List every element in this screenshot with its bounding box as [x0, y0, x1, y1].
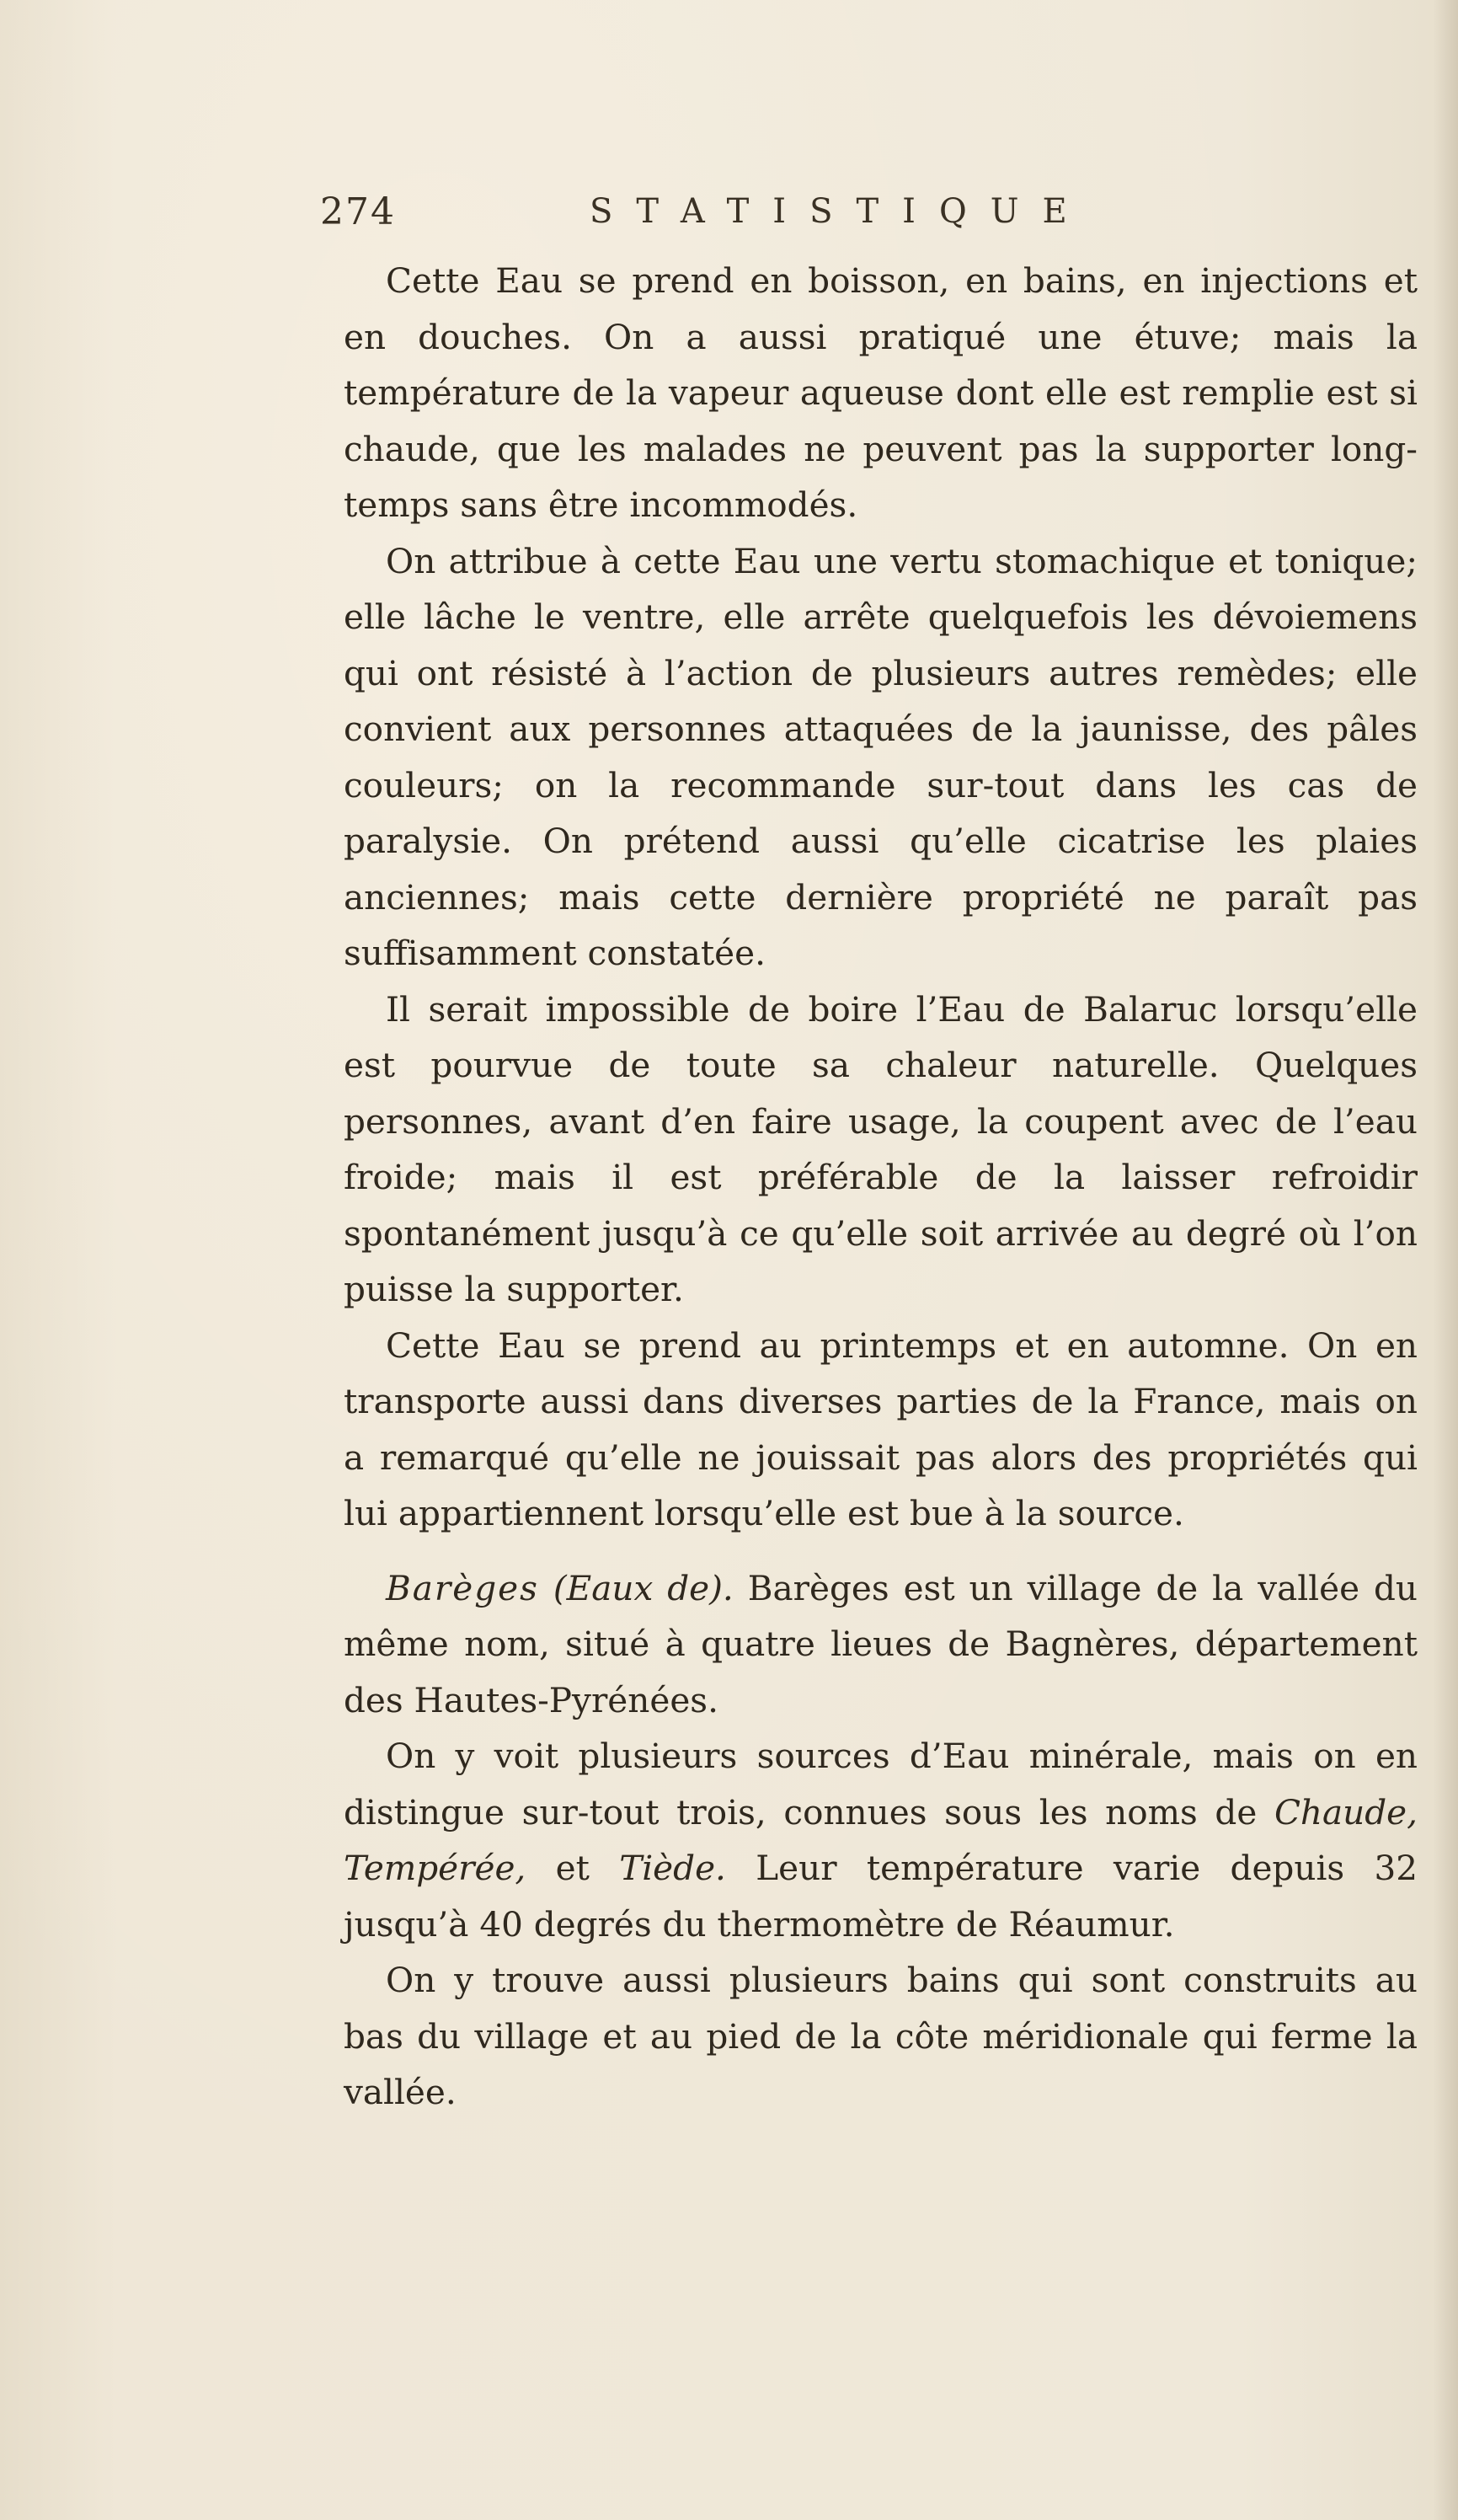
running-head: STATISTIQUE [590, 192, 1091, 231]
entry-heading-note: (Eaux de). [553, 1567, 734, 1608]
source-name-chaude: Chaude, [1274, 1791, 1418, 1832]
page-edge-shadow [1433, 0, 1458, 2520]
sources-text-before: On y voit plusieurs sources d’Eau minérale, mais on en distingue sur-tout trois, connues sous les noms de [344, 1736, 1418, 1832]
body-text [344, 253, 1418, 2121]
paragraph-bareges-baths: On y trouve aussi plusieurs bains qui sont construits au bas du village et au pied de la côte méridionale qui ferme la vallée. [344, 1960, 1418, 2112]
paragraph-balaruc-usage: Cette Eau se prend en boisson, en bains, en injections et en douches. On a aussi pratiqué une étuve; mais la température de la vapeur aqueuse dont elle est remplie est si chaude, que les malades ne peuvent pas la supporter long-temps sans être incommodés. [344, 260, 1418, 525]
source-name-tiede: Tiède. [619, 1848, 726, 1888]
entry-text: Barèges est un village de la vallée du même nom, situé à quatre lieues de Bagnères, département des Hautes-Pyrénées. [344, 1567, 1418, 1720]
source-name-temperee: Tempérée, [344, 1848, 526, 1888]
page-header [320, 190, 1171, 241]
paragraph-balaruc-drinking: Il serait impossible de boire l’Eau de Balaruc lorsqu’elle est pourvue de toute sa chaleur naturelle. Quelques personnes, avant d’en faire usage, la coupent avec de l’eau froide; mais il est préférable de la laisser refroidir spontanément jusqu’à ce qu’elle soit arrivée au degré où l’on puisse la supporter. [344, 988, 1418, 1309]
paragraph-bareges-sources [344, 1728, 1418, 1952]
paragraph-bareges-entry [344, 1560, 1418, 1729]
sources-text-after: Leur température varie depuis 32 jusqu’à 40 degrés du thermomètre de Réaumur. [344, 1848, 1418, 1945]
paragraph-balaruc-season: Cette Eau se prend au printemps et en automne. On en transporte aussi dans diverses parties de la France, mais on a remarqué qu’elle ne jouissait pas alors des propriétés qui lui appartiennent lorsqu’elle est bue à la source. [344, 1324, 1418, 1533]
paragraph-balaruc-properties: On attribue à cette Eau une vertu stomachique et tonique; elle lâche le ventre, elle arrête quelquefois les dévoiemens qui ont résisté à l’action de plusieurs autres remèdes; elle convient aux personnes attaquées de la jaunisse, des pâles couleurs; on la recommande sur-tout dans les cas de paralysie. On prétend aussi qu’elle cicatrise les plaies anciennes; mais cette dernière propriété ne paraît pas suffisamment constatée. [344, 540, 1418, 973]
page-number: 274 [320, 190, 396, 233]
entry-heading: Barèges [386, 1567, 539, 1608]
source-separator: et [555, 1848, 590, 1888]
